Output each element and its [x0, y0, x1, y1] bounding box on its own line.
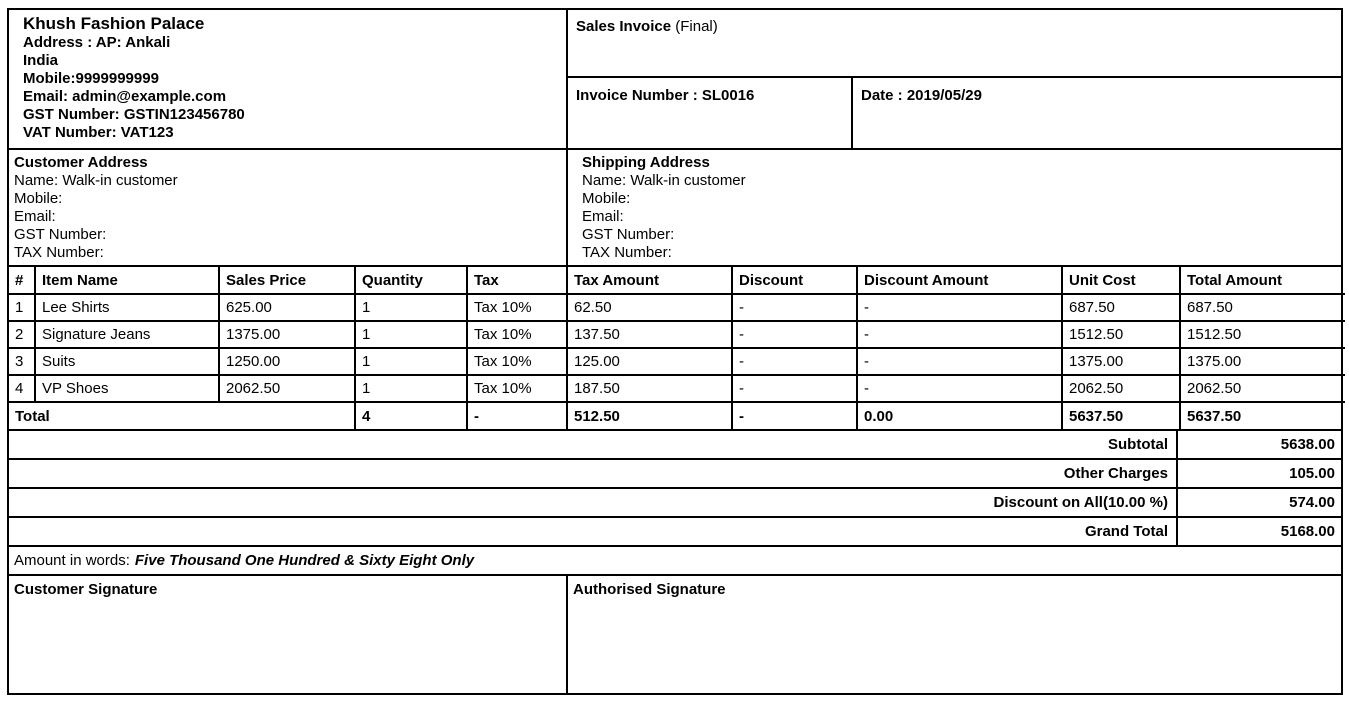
- item-number: 3: [9, 348, 35, 375]
- company-mobile: Mobile:9999999999: [23, 70, 159, 87]
- customer-address-heading: Customer Address: [14, 154, 148, 171]
- address-section: [9, 148, 1341, 265]
- column-header-discount-amount: Discount Amount: [857, 267, 1062, 294]
- amount-in-words-row: [9, 545, 1341, 574]
- shipping-name: Name: Walk-in customer: [582, 172, 746, 189]
- shipping-tax-number: TAX Number:: [582, 244, 672, 261]
- item-discount: -: [732, 294, 857, 321]
- invoice-document: [7, 8, 1343, 695]
- subtotal-label: Subtotal: [1108, 436, 1168, 453]
- total-quantity: 4: [355, 402, 467, 429]
- amount-in-words-label: Amount in words:: [14, 552, 130, 569]
- invoice-number: Invoice Number : SL0016: [568, 78, 853, 148]
- item-sales-price: 2062.50: [219, 375, 355, 402]
- invoice-date: Date : 2019/05/29: [861, 87, 982, 104]
- item-tax-amount: 62.50: [567, 294, 732, 321]
- item-total-amount: 1512.50: [1180, 321, 1345, 348]
- column-header-total-amount: Total Amount: [1180, 267, 1345, 294]
- column-header-quantity: Quantity: [355, 267, 467, 294]
- item-total-amount: 1375.00: [1180, 348, 1345, 375]
- item-number: 1: [9, 294, 35, 321]
- discount-on-all-label: Discount on All(10.00 %): [993, 494, 1168, 511]
- company-address-line2: India: [23, 52, 59, 69]
- items-total-row: [9, 402, 1345, 429]
- total-discount-amount: 0.00: [857, 402, 1062, 429]
- item-tax: Tax 10%: [467, 321, 567, 348]
- total-tax-amount: 512.50: [567, 402, 732, 429]
- item-quantity: 1: [355, 348, 467, 375]
- shipping-email: Email:: [582, 208, 624, 225]
- customer-tax-number: TAX Number:: [14, 244, 104, 261]
- company-name: Khush Fashion Palace: [23, 14, 205, 33]
- item-discount-amount: -: [857, 375, 1062, 402]
- item-discount: -: [732, 348, 857, 375]
- invoice-status: (Final): [675, 18, 718, 35]
- item-tax-amount: 187.50: [567, 375, 732, 402]
- item-name: Signature Jeans: [35, 321, 219, 348]
- item-discount: -: [732, 375, 857, 402]
- customer-gst-number: GST Number:: [14, 226, 107, 243]
- item-unit-cost: 687.50: [1062, 294, 1180, 321]
- item-tax: Tax 10%: [467, 348, 567, 375]
- grand-total-label: Grand Total: [1084, 523, 1168, 540]
- customer-mobile: Mobile:: [14, 190, 63, 207]
- column-header-sales-price: Sales Price: [219, 267, 355, 294]
- discount-on-all-value: 574.00: [1176, 489, 1341, 516]
- items-header-row: [9, 267, 1345, 294]
- item-discount-amount: -: [857, 321, 1062, 348]
- subtotal-value: 5638.00: [1176, 431, 1341, 458]
- shipping-address-heading: Shipping Address: [582, 154, 710, 171]
- item-total-amount: 2062.50: [1180, 375, 1345, 402]
- shipping-address-block: [568, 150, 1341, 265]
- item-quantity: 1: [355, 375, 467, 402]
- customer-email: Email:: [14, 208, 56, 225]
- total-tax: -: [467, 402, 567, 429]
- invoice-meta-row: [568, 78, 1341, 148]
- item-quantity: 1: [355, 321, 467, 348]
- item-tax: Tax 10%: [467, 375, 567, 402]
- item-unit-cost: 1375.00: [1062, 348, 1180, 375]
- item-name: Lee Shirts: [35, 294, 219, 321]
- item-tax: Tax 10%: [467, 294, 567, 321]
- grand-total-value: 5168.00: [1176, 518, 1341, 545]
- invoice-title: Sales Invoice: [576, 18, 672, 35]
- company-address-line1: Address : AP: Ankali: [23, 34, 171, 51]
- customer-address-block: [9, 150, 568, 265]
- item-unit-cost: 1512.50: [1062, 321, 1180, 348]
- customer-signature-label: Customer Signature: [9, 576, 568, 693]
- company-vat-number: VAT Number: VAT123: [23, 124, 174, 141]
- item-sales-price: 625.00: [219, 294, 355, 321]
- item-name: VP Shoes: [35, 375, 219, 402]
- item-number: 2: [9, 321, 35, 348]
- item-sales-price: 1250.00: [219, 348, 355, 375]
- invoice-title-cell: [568, 10, 1341, 78]
- amount-in-words-value: Five Thousand One Hundred & Sixty Eight Only: [134, 552, 475, 569]
- authorised-signature-label: Authorised Signature: [573, 581, 726, 598]
- column-header-item-name: Item Name: [35, 267, 219, 294]
- item-row: [9, 348, 1345, 375]
- customer-name: Name: Walk-in customer: [14, 172, 178, 189]
- total-label: Total: [9, 402, 355, 429]
- other-charges-label: Other Charges: [1063, 465, 1168, 482]
- item-tax-amount: 125.00: [567, 348, 732, 375]
- summary-row-discount-on-all: [9, 487, 1341, 516]
- item-discount-amount: -: [857, 348, 1062, 375]
- item-row: [9, 321, 1345, 348]
- item-unit-cost: 2062.50: [1062, 375, 1180, 402]
- item-total-amount: 687.50: [1180, 294, 1345, 321]
- column-header-unit-cost: Unit Cost: [1062, 267, 1180, 294]
- total-unit-cost: 5637.50: [1062, 402, 1180, 429]
- item-sales-price: 1375.00: [219, 321, 355, 348]
- company-gst-number: GST Number: GSTIN123456780: [23, 106, 245, 123]
- signature-section: [9, 574, 1341, 693]
- item-row: [9, 375, 1345, 402]
- item-discount-amount: -: [857, 294, 1062, 321]
- total-total-amount: 5637.50: [1180, 402, 1345, 429]
- shipping-mobile: Mobile:: [582, 190, 631, 207]
- total-discount: -: [732, 402, 857, 429]
- invoice-header-right: [568, 10, 1341, 148]
- item-quantity: 1: [355, 294, 467, 321]
- items-section: [9, 265, 1341, 429]
- company-email: Email: admin@example.com: [23, 88, 227, 105]
- column-header-tax-amount: Tax Amount: [567, 267, 732, 294]
- column-header-tax: Tax: [467, 267, 567, 294]
- column-header-number: #: [9, 267, 35, 294]
- shipping-gst-number: GST Number:: [582, 226, 675, 243]
- company-info: [9, 10, 568, 148]
- summary-row-grand-total: [9, 516, 1341, 545]
- item-discount: -: [732, 321, 857, 348]
- header-section: [9, 10, 1341, 148]
- other-charges-value: 105.00: [1176, 460, 1341, 487]
- item-row: [9, 294, 1345, 321]
- summary-row-other-charges: [9, 458, 1341, 487]
- summary-row-subtotal: [9, 429, 1341, 458]
- item-tax-amount: 137.50: [567, 321, 732, 348]
- item-name: Suits: [35, 348, 219, 375]
- column-header-discount: Discount: [732, 267, 857, 294]
- items-table: [9, 267, 1345, 429]
- item-number: 4: [9, 375, 35, 402]
